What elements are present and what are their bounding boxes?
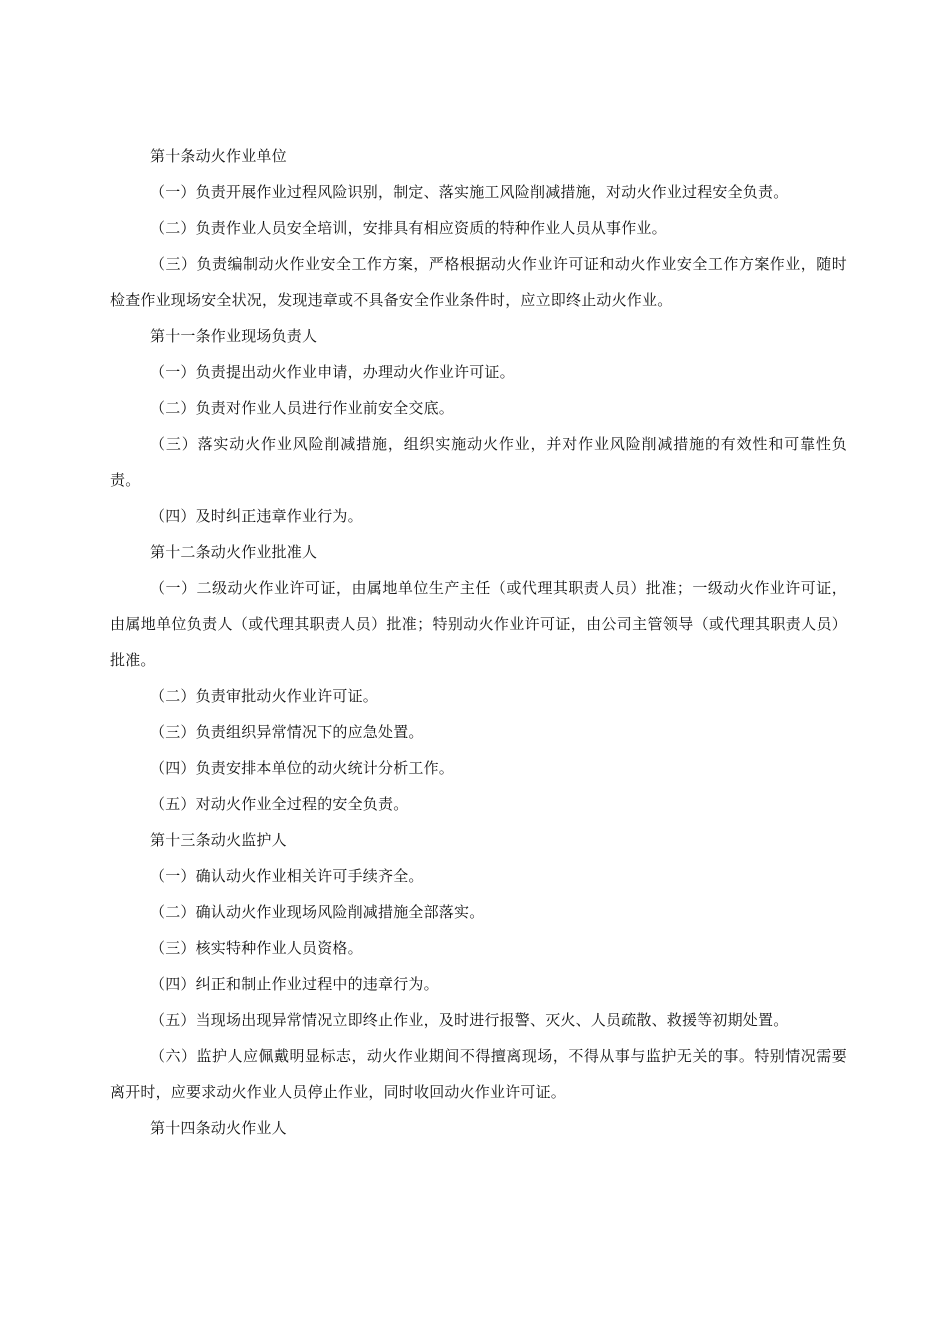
article-14-heading: 第十四条动火作业人 bbox=[150, 1119, 287, 1137]
article-10-item-2: （二）负责作业人员安全培训，安排具有相应资质的特种作业人员从事作业。 bbox=[150, 219, 667, 237]
article-10-heading: 第十条动火作业单位 bbox=[150, 147, 287, 165]
article-12-item-2: （二）负责审批动火作业许可证。 bbox=[150, 687, 379, 705]
article-12-item-5: （五）对动火作业全过程的安全负责。 bbox=[150, 795, 409, 813]
document-body bbox=[110, 138, 847, 1146]
article-11-item-2: （二）负责对作业人员进行作业前安全交底。 bbox=[150, 399, 455, 417]
article-12-item-1: （一）二级动火作业许可证，由属地单位生产主任（或代理其职责人员）批准；一级动火作业许可证，由属地单位负责人（或代理其职责人员）批准；特别动火作业许可证，由公司主管领导（或代理其职责人员）批准。 bbox=[110, 579, 847, 669]
article-12-heading: 第十二条动火作业批准人 bbox=[150, 543, 318, 561]
article-11-item-3: （三）落实动火作业风险削减措施，组织实施动火作业，并对作业风险削减措施的有效性和可靠性负责。 bbox=[110, 435, 847, 489]
article-13-item-6: （六）监护人应佩戴明显标志，动火作业期间不得擅离现场，不得从事与监护无关的事。特别情况需要离开时，应要求动火作业人员停止作业，同时收回动火作业许可证。 bbox=[110, 1047, 847, 1101]
article-13-heading: 第十三条动火监护人 bbox=[150, 831, 287, 849]
article-13-item-2: （二）确认动火作业现场风险削减措施全部落实。 bbox=[150, 903, 485, 921]
article-10-item-3: （三）负责编制动火作业安全工作方案，严格根据动火作业许可证和动火作业安全工作方案作业，随时检查作业现场安全状况，发现违章或不具备安全作业条件时，应立即终止动火作业。 bbox=[110, 255, 847, 309]
article-10-item-1: （一）负责开展作业过程风险识别，制定、落实施工风险削减措施，对动火作业过程安全负责。 bbox=[150, 183, 789, 201]
article-11-item-4: （四）及时纠正违章作业行为。 bbox=[150, 507, 363, 525]
article-11-item-1: （一）负责提出动火作业申请，办理动火作业许可证。 bbox=[150, 363, 515, 381]
article-13-item-4: （四）纠正和制止作业过程中的违章行为。 bbox=[150, 975, 439, 993]
article-13-item-5: （五）当现场出现异常情况立即终止作业，及时进行报警、灭火、人员疏散、救援等初期处置。 bbox=[150, 1011, 789, 1029]
article-13-item-3: （三）核实特种作业人员资格。 bbox=[150, 939, 363, 957]
article-11-heading: 第十一条作业现场负责人 bbox=[150, 327, 318, 345]
article-12-item-4: （四）负责安排本单位的动火统计分析工作。 bbox=[150, 759, 455, 777]
article-13-item-1: （一）确认动火作业相关许可手续齐全。 bbox=[150, 867, 424, 885]
article-12-item-3: （三）负责组织异常情况下的应急处置。 bbox=[150, 723, 424, 741]
